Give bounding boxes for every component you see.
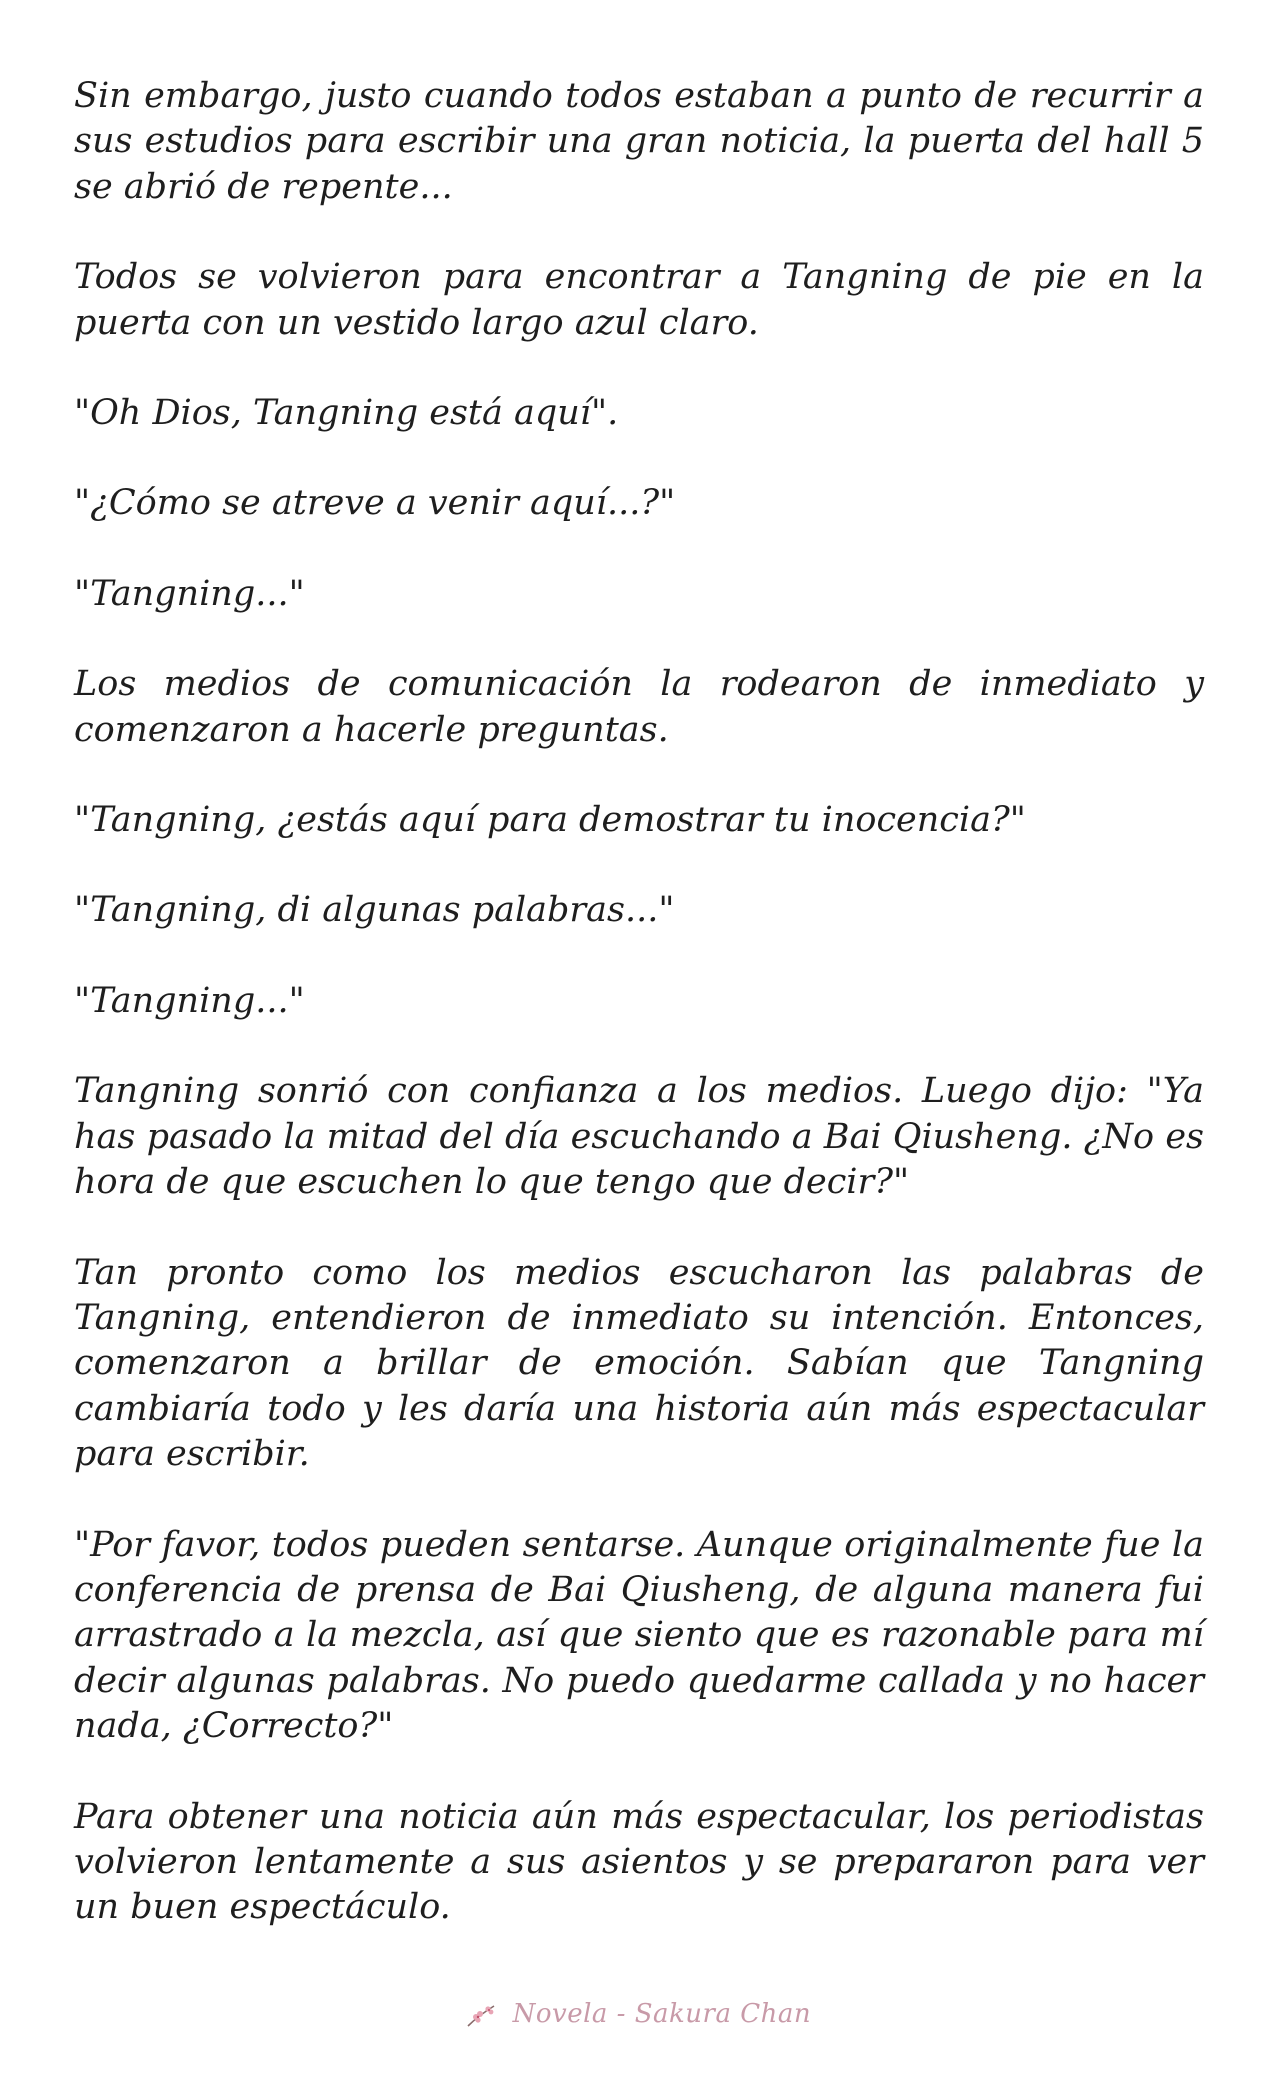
paragraph: "Por favor, todos pueden sentarse. Aunque originalmente fue la conferencia de prensa de Bai Qiusheng, de alguna manera fui arrastrado a la mezcla, así que siento que es razonable para mí decir algunas palabras. No puedo quedarme callada y no hacer nada, ¿Correcto?" [74, 1524, 1204, 1747]
watermark-text: Novela - Sakura Chan [512, 1999, 812, 2029]
paragraph: Tan pronto como los medios escucharon las palabras de Tangning, entendieron de inmediato su intención. Entonces, comenzaron a brillar de emoción. Sabían que Tangning cambiaría todo y les daría una historia aún más espectacular para escribir. [74, 1252, 1204, 1475]
document-body [74, 74, 1204, 1976]
paragraph: "Tangning..." [74, 573, 305, 614]
paragraph: Sin embargo, justo cuando todos estaban a punto de recurrir a sus estudios para escribir una gran noticia, la puerta del hall 5 se abrió de repente... [74, 76, 1204, 207]
paragraph: Tangning sonrió con confianza a los medios. Luego dijo: "Ya has pasado la mitad del día escuchando a Bai Qiusheng. ¿No es hora de que escuchen lo que tengo que decir?" [74, 1071, 1204, 1203]
paragraph: Para obtener una noticia aún más espectacular, los periodistas volvieron lentamente a sus asientos y se prepararon para ver un buen espectáculo. [74, 1796, 1204, 1928]
paragraph: "¿Cómo se atreve a venir aquí...?" [74, 483, 676, 524]
paragraph: Todos se volvieron para encontrar a Tangning de pie en la puerta con un vestido largo azul claro. [74, 257, 1204, 343]
paragraph: "Oh Dios, Tangning está aquí". [74, 393, 619, 434]
cherry-blossom-icon [464, 2000, 498, 2030]
paragraph: "Tangning, ¿estás aquí para demostrar tu inocencia?" [74, 800, 1026, 841]
paragraph: "Tangning..." [74, 980, 305, 1021]
paragraph: "Tangning, di algunas palabras..." [74, 890, 675, 931]
paragraph: Los medios de comunicación la rodearon de inmediato y comenzaron a hacerle preguntas. [74, 664, 1204, 750]
watermark [0, 1999, 1275, 2030]
